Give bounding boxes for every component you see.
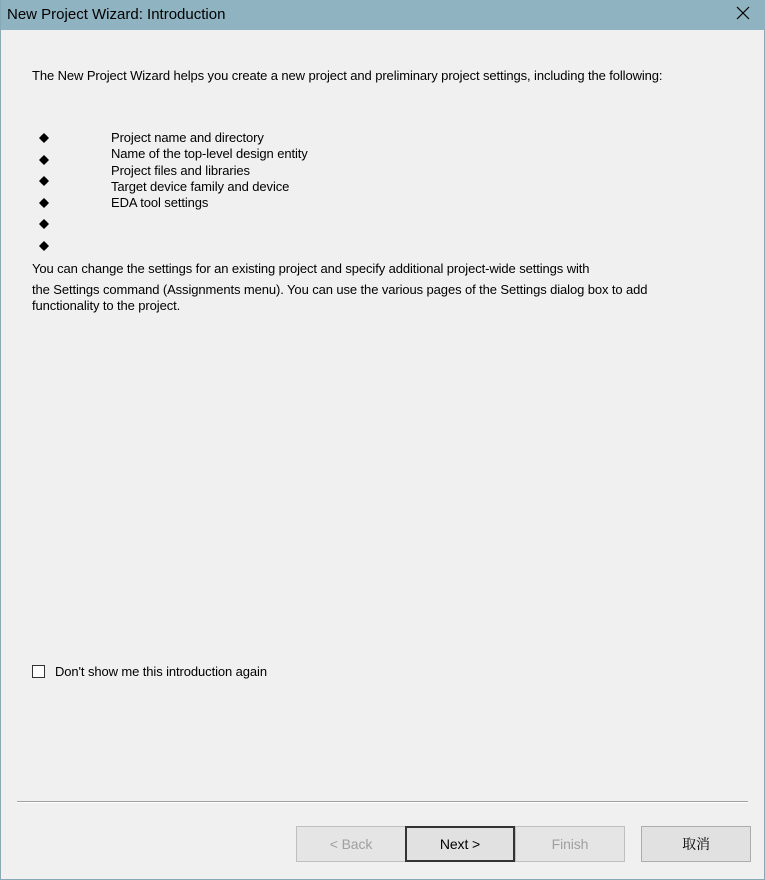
next-button[interactable]: Next > xyxy=(405,826,515,862)
finish-button[interactable]: Finish xyxy=(515,826,625,862)
bullet-icon xyxy=(39,196,49,206)
intro-text: The New Project Wizard helps you create a new project and preliminary project settings, including the following: xyxy=(32,68,663,83)
bullet-item-text: EDA tool settings xyxy=(111,195,209,211)
dont-show-again-label[interactable]: Don't show me this introduction again xyxy=(55,663,267,679)
close-icon xyxy=(736,6,750,25)
dont-show-again-checkbox[interactable] xyxy=(32,665,45,678)
bullet-item-text: Project files and libraries xyxy=(111,162,250,178)
wizard-content xyxy=(1,30,765,880)
back-button[interactable]: < Back xyxy=(296,826,406,862)
bullet-icon xyxy=(39,174,49,184)
settings-paragraph-line1: You can change the settings for an existing project and specify additional project-wide settings with xyxy=(32,261,590,276)
footer-separator xyxy=(17,801,748,803)
bullet-icon xyxy=(39,239,49,249)
settings-paragraph xyxy=(32,282,647,314)
bullet-text-list xyxy=(111,130,308,211)
settings-paragraph-line3: functionality to the project. xyxy=(32,298,181,313)
dont-show-again-row[interactable] xyxy=(32,663,267,679)
close-button[interactable] xyxy=(720,0,765,30)
bullet-item-text: Project name and directory xyxy=(111,130,264,145)
bullet-icon xyxy=(39,131,49,141)
bullet-item-text: Name of the top-level design entity xyxy=(111,146,308,162)
bullet-icon xyxy=(39,153,49,163)
cancel-button[interactable]: 取消 xyxy=(641,826,751,862)
bullet-item-text: Target device family and device xyxy=(111,178,290,194)
bullet-icon xyxy=(39,217,49,227)
title-bar[interactable] xyxy=(1,0,765,30)
settings-paragraph-line2: the Settings command (Assignments menu). You can use the various pages of the Settings dialog box to add xyxy=(32,282,648,297)
window-title: New Project Wizard: Introduction xyxy=(7,6,226,23)
